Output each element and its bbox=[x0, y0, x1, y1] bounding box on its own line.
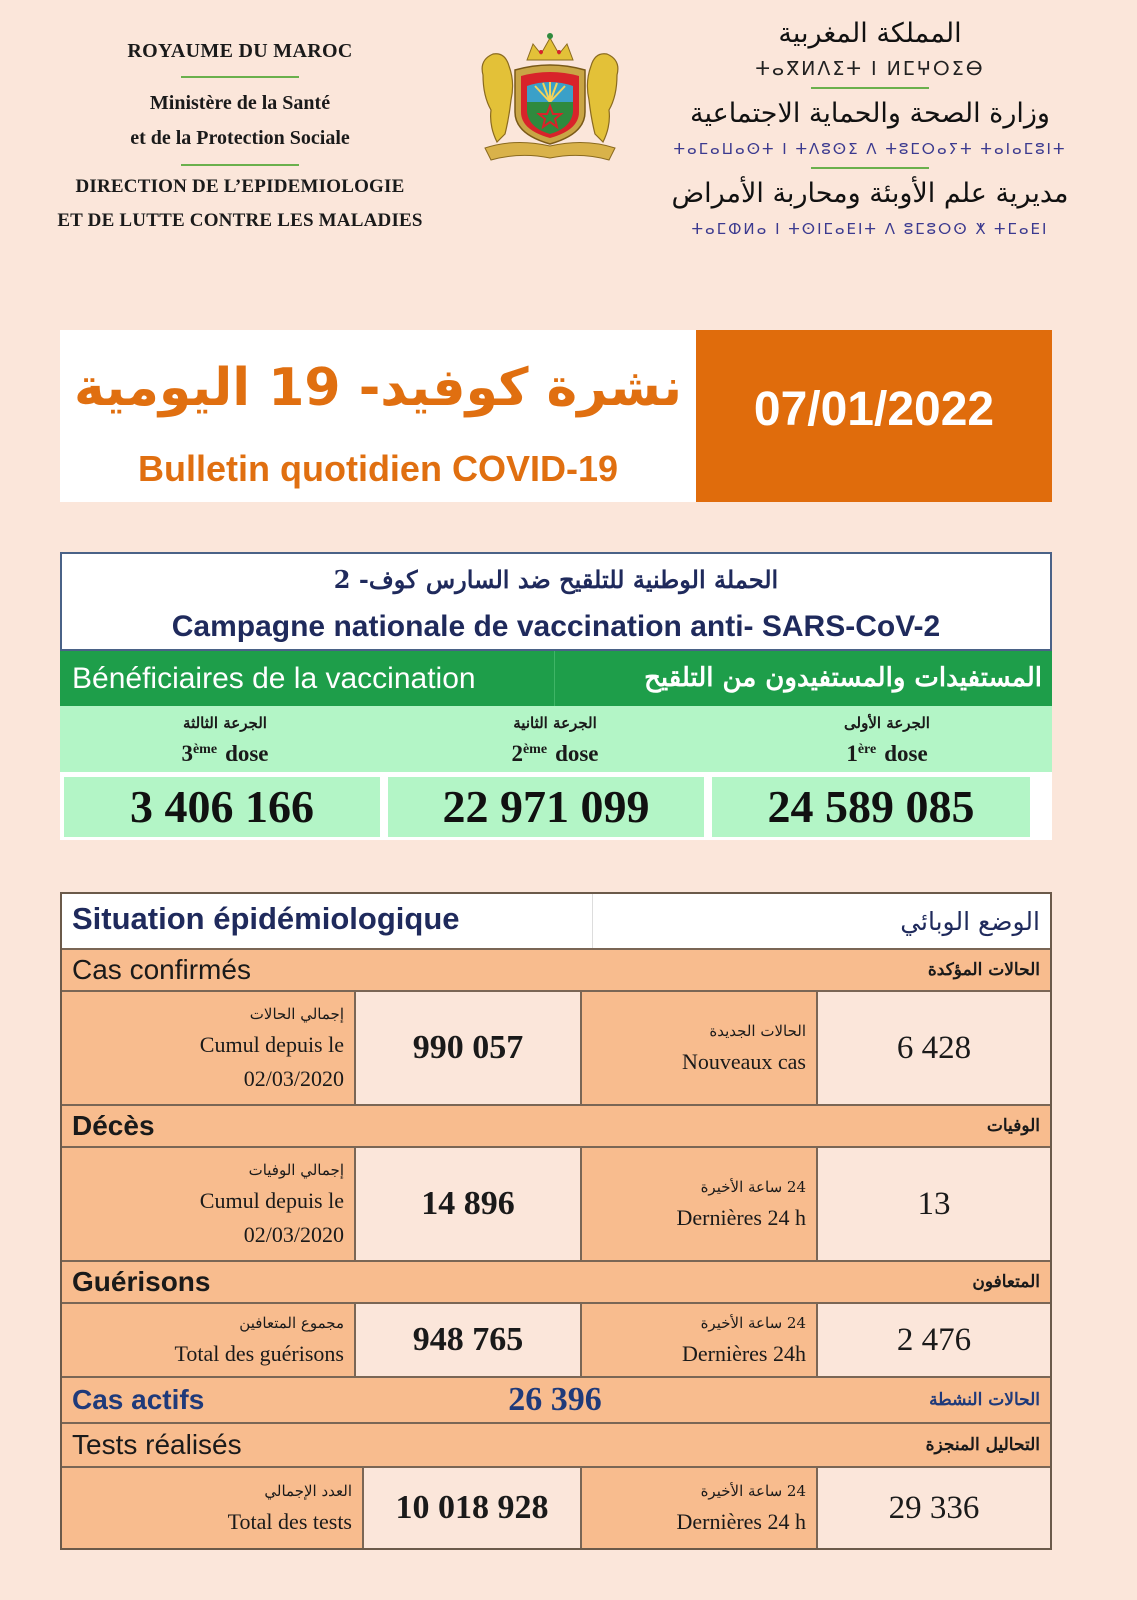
recoveries-total-value: 948 765 bbox=[412, 1321, 524, 1358]
band-divider bbox=[554, 651, 555, 706]
dose-word: dose bbox=[225, 741, 269, 766]
confirmed-cumul-value-cell bbox=[356, 992, 582, 1104]
recoveries-total-value-cell bbox=[356, 1304, 582, 1376]
dose-label-fr bbox=[722, 738, 1052, 770]
vaccination-title-fr: Campagne nationale de vaccination anti- SARS-CoV-2 bbox=[171, 610, 941, 643]
deaths-cumul-label bbox=[68, 1148, 344, 1260]
direction-name-tifinagh: ⵜⴰⵎⵀⵍⴰ ⵏ ⵜⵙⵏⵎⴰⴹⵏⵜ ⴷ ⵓⵎⵓⵔⵙ ⵅ ⵜⵎⴰⴹⵏ bbox=[691, 220, 1049, 238]
tests-recent-value-cell bbox=[818, 1468, 1050, 1548]
dose-label-1 bbox=[722, 706, 1052, 772]
confirmed-cumul-label-ar: إجمالي الحالات bbox=[249, 1005, 344, 1023]
active-cases-value: 26 396 bbox=[508, 1381, 602, 1418]
confirmed-new-label-ar: الحالات الجديدة bbox=[709, 1022, 806, 1040]
deaths-heading-fr: Décès bbox=[72, 1110, 155, 1141]
dose-label-fr bbox=[60, 738, 390, 770]
kingdom-name-tifinagh: ⵜⴰⴳⵍⴷⵉⵜ ⵏ ⵍⵎⵖⵔⵉⴱ bbox=[755, 58, 985, 80]
ministry-name-ar: وزارة الصحة والحماية الاجتماعية bbox=[690, 98, 1050, 129]
dose-ordinal: 2 bbox=[511, 741, 523, 766]
recoveries-heading-ar: المتعافون bbox=[972, 1272, 1040, 1292]
deaths-recent-label bbox=[588, 1148, 806, 1260]
green-divider bbox=[181, 76, 299, 78]
bulletin-date: 07/01/2022 bbox=[753, 383, 995, 436]
dose-ordinal: 3 bbox=[181, 741, 193, 766]
tests-total-label bbox=[68, 1468, 352, 1548]
direction-name-ar: مديرية علم الأوبئة ومحاربة الأمراض bbox=[671, 178, 1069, 209]
kingdom-name-fr: ROYAUME DU MAROC bbox=[127, 40, 353, 62]
beneficiaries-label-fr: Bénéficiaires de la vaccination bbox=[72, 662, 476, 695]
epi-title-fr: Situation épidémiologique bbox=[72, 901, 460, 936]
recoveries-total-label-fr: Total des guérisons bbox=[174, 1341, 344, 1366]
dose-ordinal-suffix: ème bbox=[192, 742, 218, 757]
recoveries-recent-label-ar: 24 ساعة الأخيرة bbox=[700, 1314, 806, 1332]
dose-label-2 bbox=[390, 706, 720, 772]
tests-total-value: 10 018 928 bbox=[395, 1489, 549, 1526]
confirmed-cumul-date: 02/03/2020 bbox=[243, 1066, 344, 1091]
deaths-recent-value-cell bbox=[818, 1148, 1050, 1260]
tests-total-label-cell bbox=[62, 1468, 364, 1548]
tests-data-row bbox=[62, 1468, 1050, 1548]
bulletin-banner bbox=[60, 330, 1052, 502]
tests-recent-label-cell bbox=[582, 1468, 818, 1548]
dose-ordinal: 1 bbox=[846, 741, 858, 766]
dose-label-ar: الجرعة الثانية bbox=[513, 714, 597, 732]
confirmed-heading-row bbox=[62, 950, 1050, 992]
header-right bbox=[640, 12, 1100, 242]
deaths-cumul-label-cell bbox=[62, 1148, 356, 1260]
confirmed-heading-ar: الحالات المؤكدة bbox=[927, 960, 1040, 980]
dose-values-row bbox=[60, 772, 1052, 840]
vaccination-title-ar: الحملة الوطنية للتلقيح ضد السارس كوف- 2 bbox=[333, 565, 779, 594]
confirmed-new-label bbox=[588, 992, 806, 1104]
dose-1-value: 24 589 085 bbox=[712, 777, 1030, 837]
tests-recent-label-fr: Dernières 24 h bbox=[676, 1509, 806, 1534]
tests-heading-fr: Tests réalisés bbox=[72, 1429, 242, 1460]
epi-title-ar: الوضع الوبائي bbox=[900, 907, 1040, 936]
confirmed-cumul-label-fr: Cumul depuis le bbox=[199, 1032, 344, 1057]
recoveries-recent-label-fr: Dernières 24h bbox=[681, 1341, 806, 1366]
recoveries-total-label-cell bbox=[62, 1304, 356, 1376]
green-divider bbox=[811, 167, 929, 169]
green-divider bbox=[811, 87, 929, 89]
recoveries-data-row bbox=[62, 1304, 1050, 1378]
deaths-data-row bbox=[62, 1148, 1050, 1262]
kingdom-name-ar: المملكة المغربية bbox=[778, 18, 962, 49]
confirmed-cumul-label-cell bbox=[62, 992, 356, 1104]
ministry-name-line2: et de la Protection Sociale bbox=[130, 127, 350, 149]
header-left bbox=[20, 38, 460, 238]
ministry-name-line1: Ministère de la Santé bbox=[149, 92, 331, 114]
deaths-cumul-label-fr: Cumul depuis le bbox=[199, 1188, 344, 1213]
recoveries-total-label bbox=[68, 1304, 344, 1376]
dose-ordinal-suffix: ème bbox=[522, 742, 548, 757]
tests-total-label-ar: العدد الإجمالي bbox=[264, 1482, 352, 1500]
dose-2-value: 22 971 099 bbox=[388, 777, 704, 837]
recoveries-recent-value: 2 476 bbox=[896, 1321, 972, 1358]
direction-name-line1: DIRECTION DE L’EPIDEMIOLOGIE bbox=[75, 176, 405, 197]
deaths-recent-value: 13 bbox=[917, 1185, 951, 1222]
tests-recent-label bbox=[588, 1468, 806, 1548]
confirmed-new-value-cell bbox=[818, 992, 1050, 1104]
deaths-recent-label-cell bbox=[582, 1148, 818, 1260]
recoveries-heading-row bbox=[62, 1262, 1050, 1304]
tests-total-value-cell bbox=[364, 1468, 582, 1548]
tests-recent-label-ar: 24 ساعة الأخيرة bbox=[700, 1482, 806, 1500]
deaths-cumul-value: 14 896 bbox=[421, 1185, 515, 1222]
dose-word: dose bbox=[555, 741, 599, 766]
recoveries-total-label-ar: مجموع المتعافين bbox=[239, 1314, 344, 1332]
dose-3-value: 3 406 166 bbox=[64, 777, 380, 837]
dose-label-3 bbox=[60, 706, 390, 772]
confirmed-heading-fr: Cas confirmés bbox=[72, 954, 251, 985]
confirmed-cumul-value: 990 057 bbox=[412, 1029, 524, 1066]
recoveries-recent-label-cell bbox=[582, 1304, 818, 1376]
morocco-coat-of-arms-icon bbox=[475, 30, 625, 170]
recoveries-heading-fr: Guérisons bbox=[72, 1266, 211, 1297]
confirmed-cumul-label bbox=[68, 992, 344, 1104]
dose-labels-row bbox=[60, 706, 1052, 772]
deaths-cumul-date: 02/03/2020 bbox=[243, 1222, 344, 1247]
vaccination-campaign-header bbox=[60, 552, 1052, 651]
confirmed-new-value: 6 428 bbox=[896, 1029, 972, 1066]
ministry-name-tifinagh: ⵜⴰⵎⴰⵡⴰⵙⵜ ⵏ ⵜⴷⵓⵙⵉ ⴷ ⵜⵓⵎⵔⴰⵢⵜ ⵜⴰⵏⴰⵎⵓⵏⵜ bbox=[673, 140, 1067, 158]
dose-label-fr bbox=[390, 738, 720, 770]
beneficiaries-label-ar: المستفيدات والمستفيدون من التلقيح bbox=[644, 663, 1042, 693]
green-divider bbox=[181, 164, 299, 166]
active-cases-row bbox=[62, 1378, 1050, 1424]
recoveries-recent-value-cell bbox=[818, 1304, 1050, 1376]
dose-ordinal-suffix: ère bbox=[857, 742, 877, 757]
deaths-cumul-value-cell bbox=[356, 1148, 582, 1260]
bulletin-title-ar: نشرة كوفيد- 19 اليومية bbox=[73, 358, 683, 418]
tests-recent-value: 29 336 bbox=[888, 1489, 980, 1526]
recoveries-recent-label bbox=[588, 1304, 806, 1376]
deaths-heading-row bbox=[62, 1106, 1050, 1148]
deaths-heading-ar: الوفيات bbox=[986, 1116, 1040, 1136]
confirmed-new-label-cell bbox=[582, 992, 818, 1104]
active-cases-label-fr: Cas actifs bbox=[72, 1384, 205, 1415]
dose-label-ar: الجرعة الأولى bbox=[844, 714, 930, 732]
bulletin-title-fr: Bulletin quotidien COVID-19 bbox=[137, 448, 618, 489]
epidemiological-situation-table bbox=[60, 892, 1052, 1550]
beneficiaries-band bbox=[60, 651, 1052, 706]
confirmed-new-label-fr: Nouveaux cas bbox=[681, 1049, 806, 1074]
deaths-recent-label-fr: Dernières 24 h bbox=[676, 1205, 806, 1230]
dose-word: dose bbox=[884, 741, 928, 766]
confirmed-data-row bbox=[62, 992, 1050, 1106]
deaths-recent-label-ar: 24 ساعة الأخيرة bbox=[700, 1178, 806, 1196]
dose-label-ar: الجرعة الثالثة bbox=[183, 714, 267, 732]
tests-heading-ar: التحاليل المنجزة bbox=[925, 1435, 1040, 1455]
tests-heading-row bbox=[62, 1424, 1050, 1468]
title-divider bbox=[592, 894, 593, 948]
epi-title-row bbox=[62, 894, 1050, 950]
deaths-cumul-label-ar: إجمالي الوفيات bbox=[248, 1161, 344, 1179]
direction-name-line2: ET DE LUTTE CONTRE LES MALADIES bbox=[57, 210, 423, 231]
tests-total-label-fr: Total des tests bbox=[227, 1509, 352, 1534]
active-cases-label-ar: الحالات النشطة bbox=[929, 1390, 1040, 1410]
